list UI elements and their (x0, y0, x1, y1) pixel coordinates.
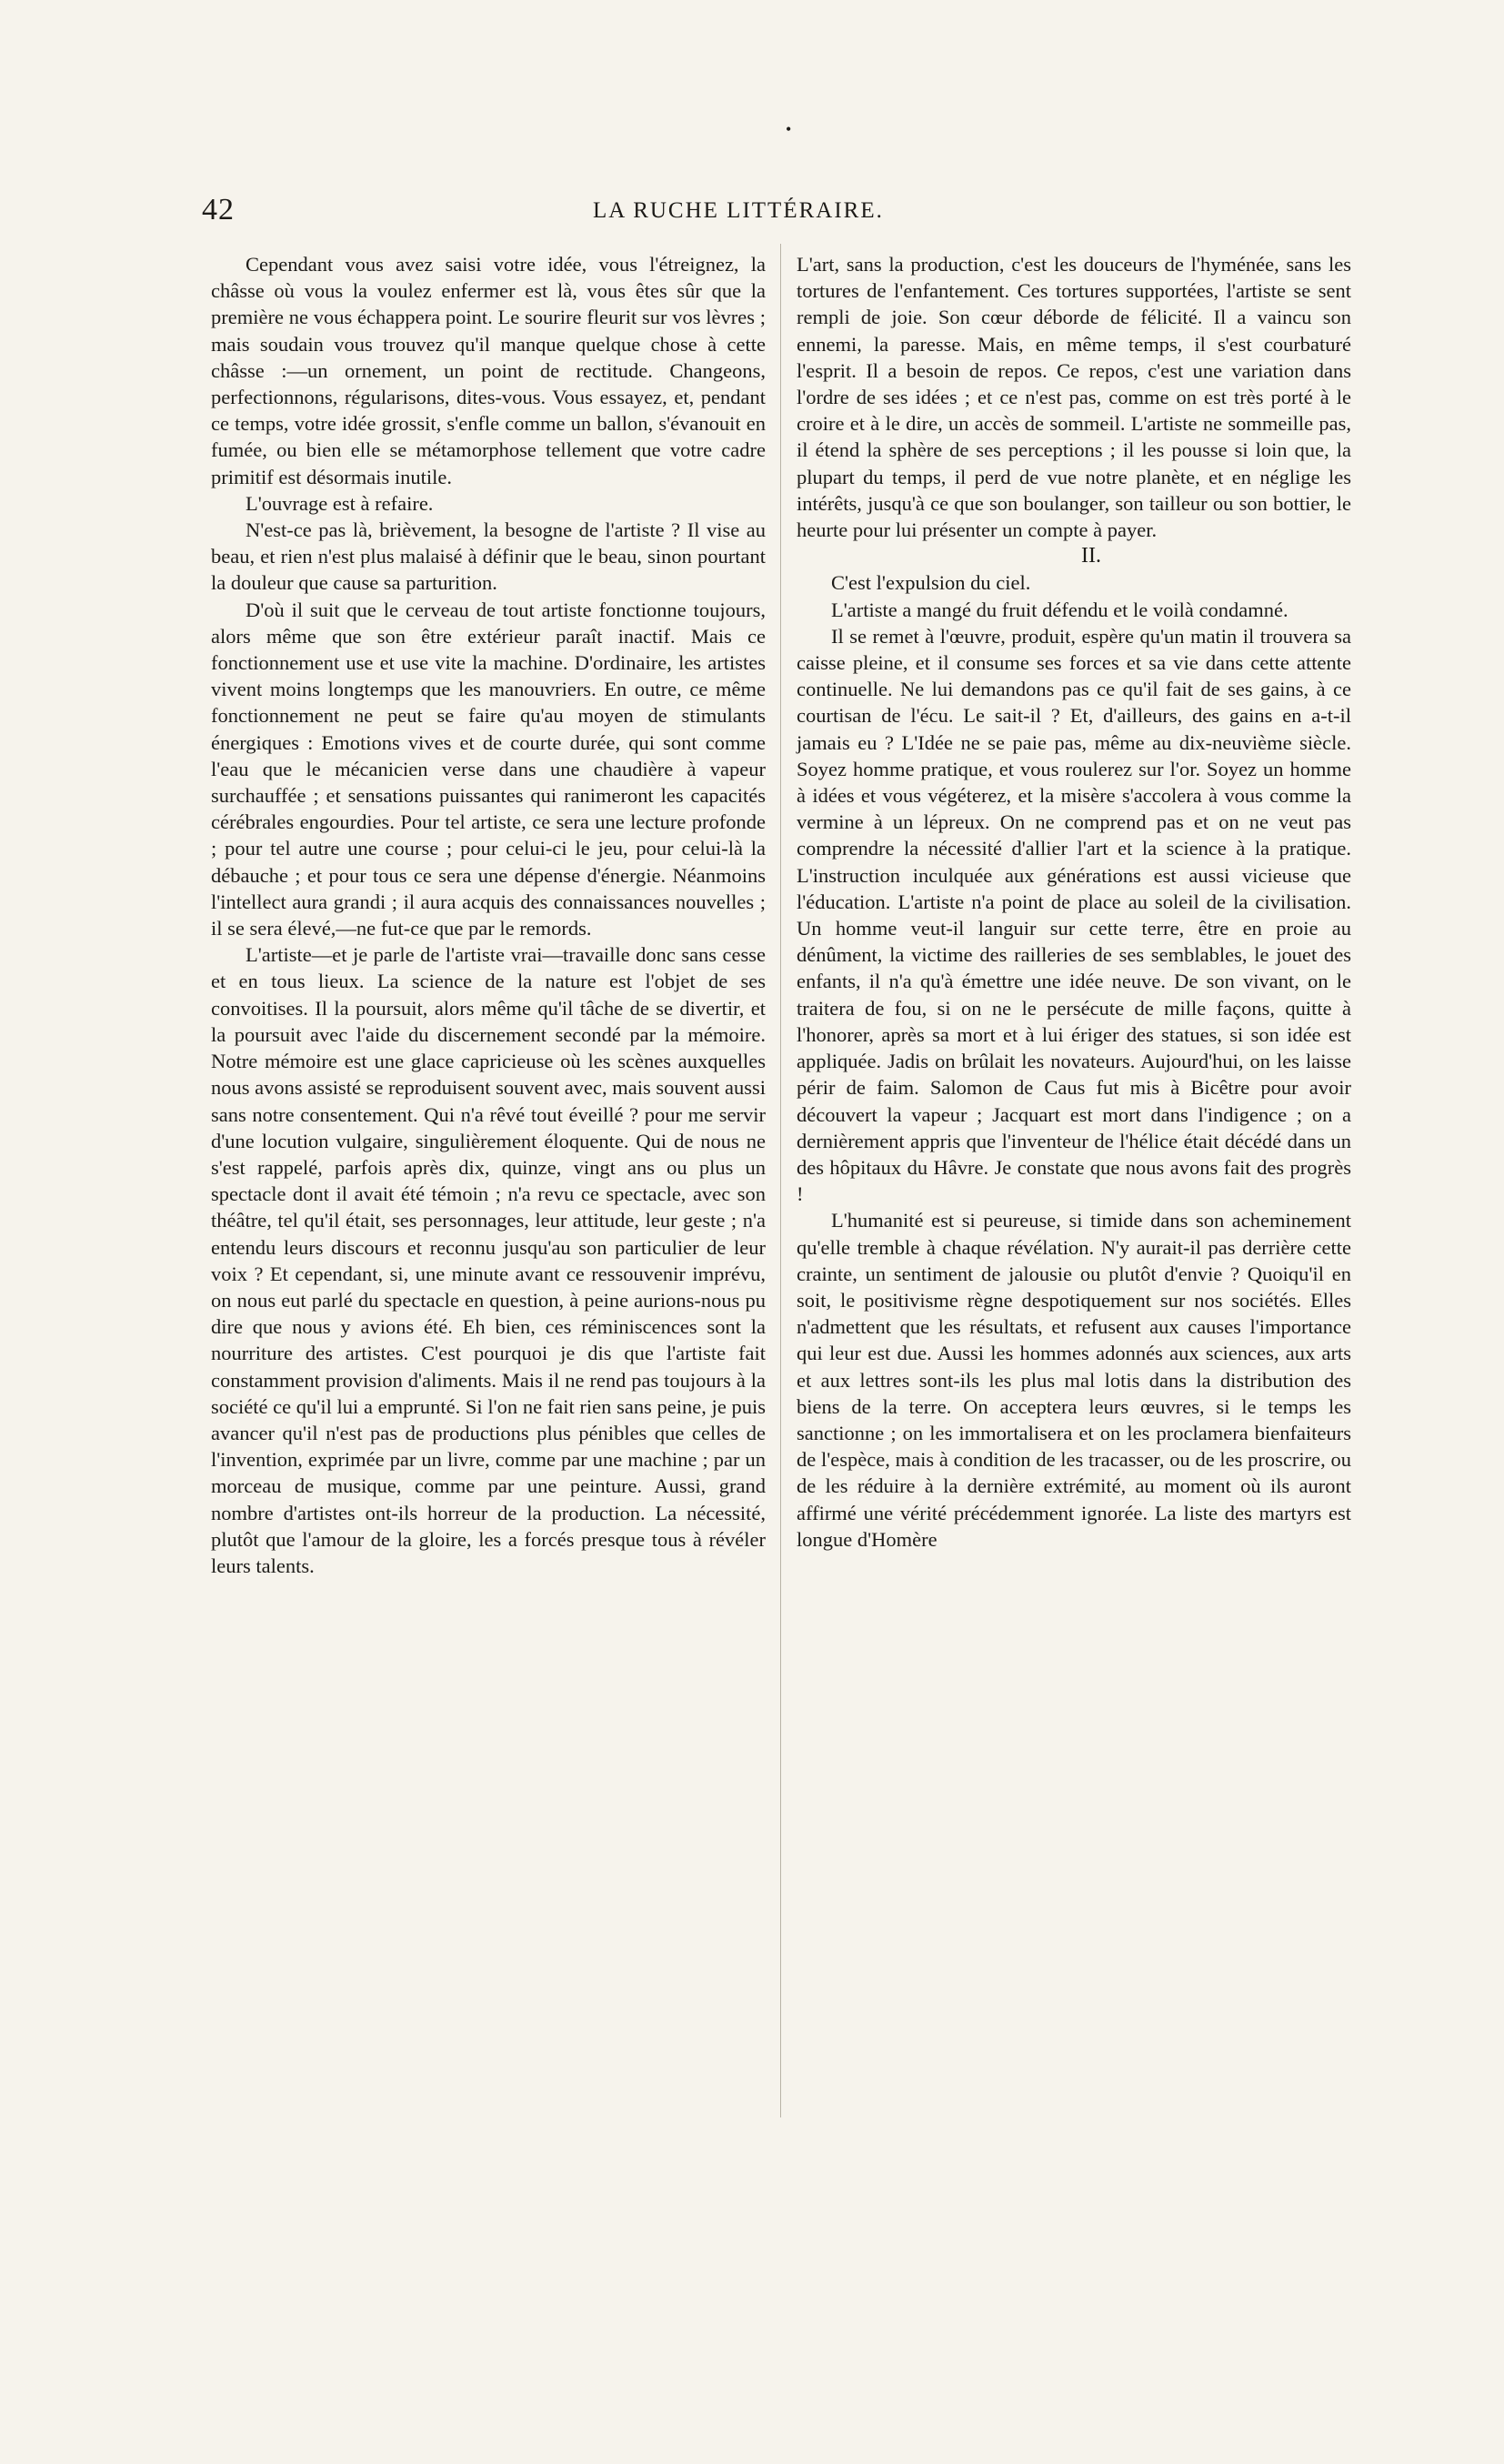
paragraph: L'ouvrage est à refaire. (246, 491, 434, 515)
paragraph: L'humanité est si peureuse, si timide dans son acheminement qu'elle tremble à chaque révélation. N'y aurait-il pas derrière cette crainte, un sentiment de jalousie ou plutôt d'envie ? Quoiqu'il en soit, le positivisme règne despotiquement sur nos sociétés. Elles n'admettent que les résultats, et refusent aux causes l'importance qui leur est due. Aussi les hommes adonnés aux sciences, aux arts et aux lettres sont-ils les plus mal lotis dans la distribution des biens de la terre. On acceptera leurs œuvres, si le temps les sanctionne ; on les immortalisera et on les proclamera bienfaiteurs de l'espèce, mais à condition de les tracasser, ou de les proscrire, ou de les réduire à la dernière extrémité, au moment où ils auront affirmé une vérité précédemment ignorée. La liste des martyrs est longue d'Homère (797, 1209, 1351, 1551)
column-divider (780, 244, 781, 2117)
page-header (202, 193, 1349, 229)
page-number: 42 (202, 193, 235, 226)
left-column (211, 251, 766, 1579)
paragraph: N'est-ce pas là, brièvement, la besogne de l'artiste ? Il vise au beau, et rien n'est plus malaisé à définir que le beau, sinon pourtant la douleur que cause sa parturition. (211, 518, 766, 595)
paragraph: L'artiste—et je parle de l'artiste vrai—travaille donc sans cesse et en tous lieux. La science de la nature est l'objet de ses convoitises. Il la poursuit, alors même qu'il tâche de se divertir, et la poursuit avec l'aide du discernement secondé par la mémoire. Notre mémoire est une glace capricieuse où les scènes auxquelles nous avons assisté se reproduisent souvent avec, mais souvent aussi sans notre consentement. Qui n'a rêvé tout éveillé ? pour me servir d'une locution vulgaire, singulièrement éloquente. Qui de nous ne s'est rappelé, parfois après dix, quinze, vingt ans ou plus un spectacle dont il avait été témoin ; n'a revu ce spectacle, avec son théâtre, tel qu'il était, ses personnages, leur attitude, leur geste ; n'a entendu leurs discours et reconnu jusqu'au son particulier de leur voix ? Et cependant, si, une minute avant ce ressouvenir imprévu, on nous eut parlé du spectacle en question, à peine aurions-nous pu dire que nous y avions été. Eh bien, ces réminiscences sont la nourriture des artistes. C'est pourquoi je dis que l'artiste fait constamment provision d'aliments. Mais il ne rend pas toujours à la société ce qu'il lui a emprunté. Si l'on ne fait rien sans peine, je puis avancer qu'il n'est pas de productions plus pénibles que celles de l'invention, exprimée par un livre, comme par une machine ; par un morceau de musique, comme par une peinture. Aussi, grand nombre d'artistes ont-ils horreur de la production. La nécessité, plutôt que l'amour de la gloire, les a forcés presque tous à révéler leurs talents. (211, 943, 766, 1577)
section-heading: II. (1081, 544, 1101, 568)
paragraph: Cependant vous avez saisi votre idée, vous l'étreignez, la châsse où vous la voulez enfermer est là, vous êtes sûr que la première ne vous échappera point. Le sourire fleurit sur vos lèvres ; mais soudain vous trouvez qu'il manque quelque chose à cette châsse :—un ornement, un point de rectitude. Changeons, perfectionnons, régularisons, dites-vous. Vous essayez, et, pendant ce temps, votre idée grossit, s'enfle comme un ballon, s'évanouit en fumée, ou bien elle se métamorphose tellement que votre cadre primitif est désormais inutile. (211, 253, 766, 488)
running-title: LA RUCHE LITTÉRAIRE. (593, 198, 884, 223)
paragraph: Il se remet à l'œuvre, produit, espère qu'un matin il trouvera sa caisse pleine, et il consume ses forces et sa vie dans cette attente continuelle. Ne lui demandons pas ce qu'il fait de ses gains, à ce courtisan de l'écu. Le sait-il ? Et, d'ailleurs, des gains en a-t-il jamais eu ? L'Idée ne se paie pas, même au dix-neuvième siècle. Soyez homme pratique, et vous roulerez sur l'or. Soyez un homme à idées et vous végéterez, et la misère s'accolera à vous comme la vermine à un lépreux. On ne comprend pas et on ne veut pas comprendre la nécessité d'allier l'art et la science à la pratique. L'instruction inculquée aux générations est aussi vicieuse que l'éducation. L'artiste n'a point de place au soleil de la civilisation. Un homme veut-il languir sur cette terre, être en proie au dénûment, la victime des railleries de ses semblables, le jouet des enfants, il n'a qu'à émettre une idée neuve. De son vivant, on le traitera de fou, si on ne le persécute de mille façons, quitte à l'honorer, après sa mort et à lui ériger des statues, si son idée est appliquée. Jadis on brûlait les novateurs. Aujourd'hui, on les laisse périr de faim. Salomon de Caus fut mis à Bicêtre pour avoir découvert la vapeur ; Jacquart est mort dans l'indigence ; on a dernièrement appris que l'inventeur de l'hélice était décédé dans un des hôpitaux du Hâvre. Je constate que nous avons fait des progrès ! (797, 624, 1351, 1206)
paragraph: L'art, sans la production, c'est les douceurs de l'hyménée, sans les tortures de l'enfantement. Ces tortures supportées, l'artiste se sent rempli de joie. Son cœur déborde de félicité. Il a vaincu son ennemi, la paresse. Mais, en même temps, il s'est courbaturé l'esprit. Il a besoin de repos. Ce repos, c'est une variation dans l'ordre de ses idées ; et ce n'est pas, comme on est très porté à le croire et à le dire, un accès de sommeil. L'artiste ne sommeille pas, il étend la sphère de ses perceptions ; il les pousse si loin que, la plupart du temps, il perd de vue notre planète, et en néglige les intérêts, jusqu'à ce que son boulanger, son tailleur ou son bottier, le heurte pour lui présenter un compte à payer. (797, 253, 1351, 542)
paragraph: L'artiste a mangé du fruit défendu et le voilà condamné. (831, 598, 1288, 621)
paragraph: C'est l'expulsion du ciel. (831, 571, 1031, 595)
paragraph: D'où il suit que le cerveau de tout artiste fonctionne toujours, alors même que son être extérieur paraît inactif. Mais ce fonctionnement use et use vite la machine. D'ordinaire, les artistes vivent moins longtemps que les manouvriers. En outre, ce même fonctionnement ne peut se faire qu'au moyen de stimulants énergiques : Emotions vives et de courte durée, qui sont comme l'eau que le mécanicien verse dans une chaudière à vapeur surchauffée ; et sensations puissantes qui ranimeront les capacités cérébrales engourdies. Pour tel artiste, ce sera une lecture profonde ; pour tel autre une course ; pour celui-ci le jeu, pour celui-là la débauche ; et pour tous ce sera une dépense d'énergie. Néanmoins l'intellect aura grandi ; il aura acquis des connaissances nouvelles ; il se sera élevé,—ne fut-ce que par le remords. (211, 598, 766, 940)
right-column (797, 251, 1351, 1553)
ink-speck: • (786, 120, 792, 138)
